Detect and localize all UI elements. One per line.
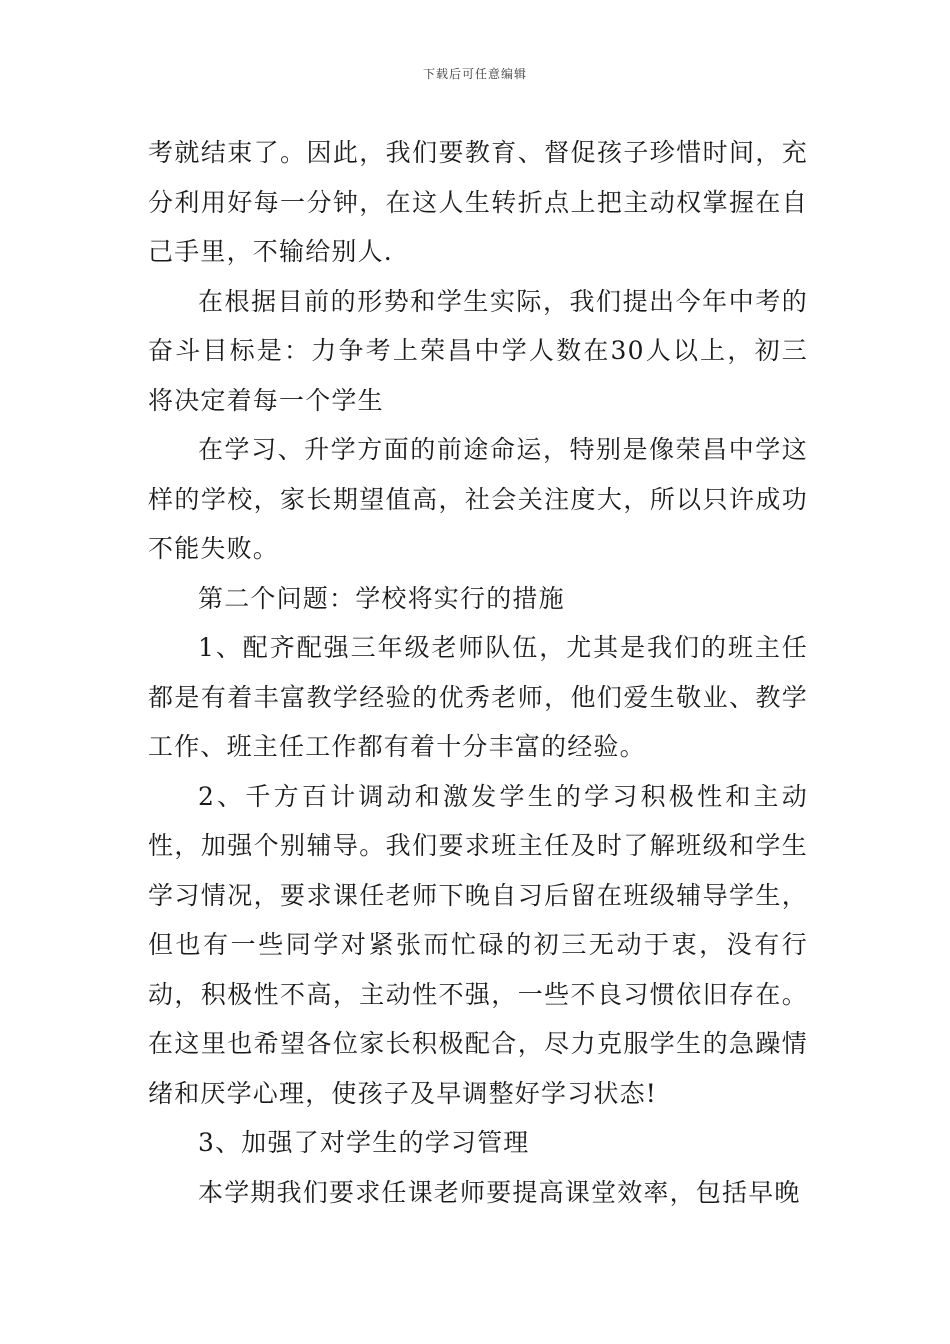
paragraph-future: 在学习、升学方面的前途命运，特别是像荣昌中学这样的学校，家长期望值高，社会关注度大，所以只许成功不能失败。: [148, 435, 808, 563]
paragraph-item-3-body: 本学期我们要求任课老师要提高课堂效率，包括早晚: [198, 1177, 801, 1207]
paragraph-goal: 在根据目前的形势和学生实际，我们提出今年中考的奋斗目标是：力争考上荣昌中学人数在30人以上，初三将决定着每一个学生: [148, 286, 808, 415]
paragraph-item-3-heading: 3、加强了对学生的学习管理: [198, 1128, 530, 1157]
document-body: [148, 128, 808, 1217]
paragraph-item-1: 1、配齐配强三年级老师队伍，尤其是我们的班主任都是有着丰富教学经验的优秀老师，他们爱生敬业、教学工作、班主任工作都有着十分丰富的经验。: [148, 633, 808, 761]
paragraph-item-2: 2、千方百计调动和激发学生的学习积极性和主动性，加强个别辅导。我们要求班主任及时了解班级和学生学习情况，要求课任老师下晚自习后留在班级辅导学生，但也有一些同学对紧张而忙碌的初三无动于衷，没有行动，积极性不高，主动性不强，一些不良习惯依旧存在。在这里也希望各位家长积极配合，尽力克服学生的急躁情绪和厌学心理，使孩子及早调整好学习状态!: [148, 781, 808, 1108]
header-note: 下载后可任意编辑: [422, 67, 527, 81]
section-heading-measures: 第二个问题：学校将实行的措施: [198, 583, 565, 613]
paragraph-continuation: 考就结束了。因此，我们要教育、督促孩子珍惜时间，充分利用好每一分钟，在这人生转折点上把主动权掌握在自己手里，不输给别人.: [148, 138, 808, 266]
